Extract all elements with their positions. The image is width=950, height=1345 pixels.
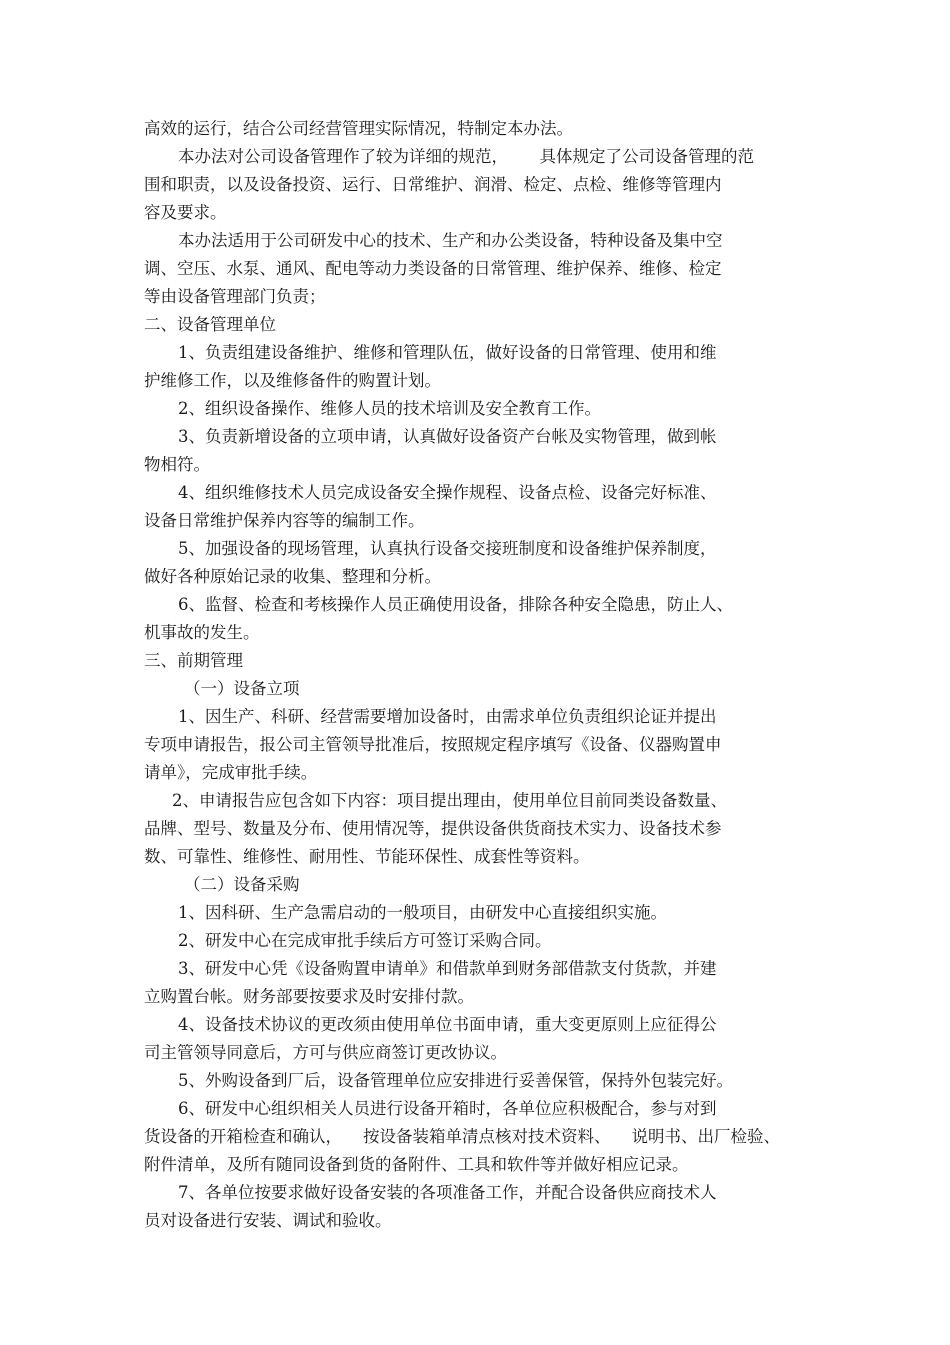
list-item: 1、负责组建设备维护、维修和管理队伍，做好设备的日常管理、使用和维 <box>178 343 717 362</box>
list-item: 2、研发中心在完成审批手续后方可签订采购合同。 <box>178 931 552 950</box>
list-item: 2、组织设备操作、维修人员的技术培训及安全教育工作。 <box>178 399 601 418</box>
subsection-heading: （一）设备立项 <box>184 679 300 698</box>
paragraph-line: 本办法适用于公司研发中心的技术、生产和办公类设备，特种设备及集中空 <box>178 231 723 250</box>
text-line: 员对设备进行安装、调试和验收。 <box>144 1211 392 1230</box>
list-item: 7、各单位按要求做好设备安装的各项准备工作，并配合设备供应商技术人 <box>178 1183 717 1202</box>
subsection-heading: （二）设备采购 <box>184 875 300 894</box>
list-item: 3、负责新增设备的立项申请，认真做好设备资产台帐及实物管理，做到帐 <box>178 427 717 446</box>
text-line: 围和职责，以及设备投资、运行、日常维护、润滑、检定、点检、维修等管理内 <box>144 175 722 194</box>
text-line: 机事故的发生。 <box>144 623 260 642</box>
list-item: 4、设备技术协议的更改须由使用单位书面申请，重大变更原则上应征得公 <box>178 1015 717 1034</box>
list-item: 2、申请报告应包含如下内容：项目提出理由，使用单位目前同类设备数量、 <box>172 791 727 810</box>
text-line: 设备日常维护保养内容等的编制工作。 <box>144 511 425 530</box>
list-item: 5、外购设备到厂后，设备管理单位应安排进行妥善保管，保持外包装完好。 <box>178 1071 733 1090</box>
list-item: 6、研发中心组织相关人员进行设备开箱时，各单位应积极配合，参与对到 <box>178 1099 717 1118</box>
list-item: 3、研发中心凭《设备购置申请单》和借款单到财务部借款支付货款，并建 <box>178 959 717 978</box>
paragraph-line: 本办法对公司设备管理作了较为详细的规范， 具体规定了公司设备管理的范 <box>178 147 754 166</box>
text-line: 品牌、型号、数量及分布、使用情况等，提供设备供货商技术实力、设备技术参 <box>144 819 722 838</box>
text-line: 做好各种原始记录的收集、整理和分析。 <box>144 567 441 586</box>
list-item: 1、因科研、生产急需启动的一般项目，由研发中心直接组织实施。 <box>178 903 667 922</box>
list-item: 6、监督、检查和考核操作人员正确使用设备，排除各种安全隐患，防止人、 <box>178 595 733 614</box>
text-line: 物相符。 <box>144 455 210 474</box>
text-line: 司主管领导同意后，方可与供应商签订更改协议。 <box>144 1043 507 1062</box>
text-line: 高效的运行，结合公司经营管理实际情况，特制定本办法。 <box>144 119 573 138</box>
text-line: 护维修工作，以及维修备件的购置计划。 <box>144 371 441 390</box>
text-line: 附件清单，及所有随同设备到货的备附件、工具和软件等并做好相应记录。 <box>144 1155 689 1174</box>
text-line: 调、空压、水泵、通风、配电等动力类设备的日常管理、维护保养、维修、检定 <box>144 259 722 278</box>
section-heading: 二、设备管理单位 <box>144 315 276 334</box>
section-heading: 三、前期管理 <box>144 651 243 670</box>
text-line: 数、可靠性、维修性、耐用性、节能环保性、成套性等资料。 <box>144 847 590 866</box>
list-item: 5、加强设备的现场管理，认真执行设备交接班制度和设备维护保养制度， <box>178 539 717 558</box>
text-line: 货设备的开箱检查和确认， 按设备装箱单清点核对技术资料、 说明书、出厂检验、 <box>144 1127 780 1146</box>
list-item: 4、组织维修技术人员完成设备安全操作规程、设备点检、设备完好标准、 <box>178 483 717 502</box>
text-line: 立购置台帐。财务部要按要求及时安排付款。 <box>144 987 474 1006</box>
text-line: 等由设备管理部门负责； <box>144 287 326 306</box>
text-line: 容及要求。 <box>144 203 227 222</box>
text-line: 请单》，完成审批手续。 <box>144 763 318 782</box>
text-line: 专项申请报告，报公司主管领导批准后，按照规定程序填写《设备、仪器购置申 <box>144 735 722 754</box>
list-item: 1、因生产、科研、经营需要增加设备时，由需求单位负责组织论证并提出 <box>178 707 717 726</box>
